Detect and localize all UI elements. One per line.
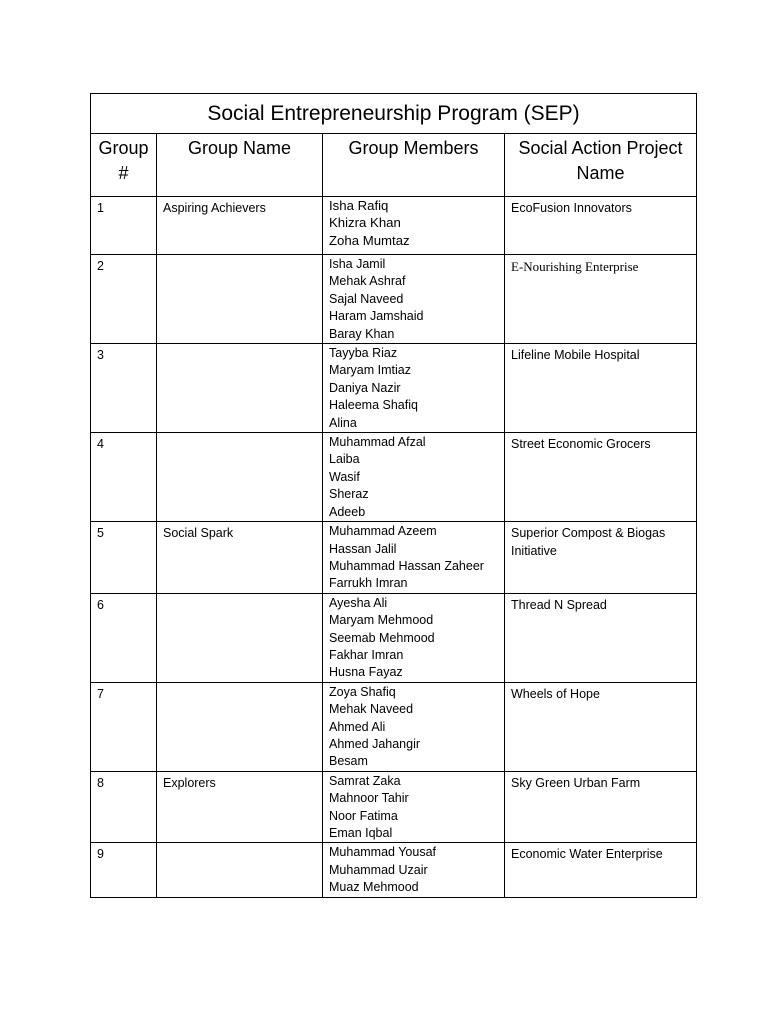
member-name: Ahmed Ali	[329, 719, 386, 734]
header-group-members: Group Members	[323, 134, 505, 197]
table-row	[91, 843, 697, 897]
header-project-name: Social Action Project Name	[505, 134, 697, 197]
member-name: Wasif	[329, 469, 360, 484]
member-name: Muaz Mehmood	[329, 880, 419, 895]
table-body	[91, 197, 697, 898]
table-row	[91, 344, 697, 433]
member-name: Sajal Naveed	[329, 291, 404, 306]
project-name-cell: Economic Water Enterprise	[505, 843, 697, 897]
member-name: Khizra Khan	[329, 215, 401, 231]
project-name-cell: E-Nourishing Enterprise	[505, 255, 697, 344]
sep-groups-table	[90, 93, 697, 898]
member-name: Isha Rafiq	[329, 198, 389, 213]
group-members-cell	[323, 197, 505, 255]
group-number-cell: 1	[91, 197, 157, 255]
member-name: Hassan Jalil	[329, 541, 397, 556]
member-name: Muhammad Azeem	[329, 524, 437, 539]
member-name: Laiba	[329, 452, 360, 467]
member-name: Mehak Naveed	[329, 702, 414, 717]
member-name: Fakhar Imran	[329, 647, 404, 662]
table-row	[91, 433, 697, 522]
member-name: Husna Fayaz	[329, 665, 403, 680]
group-members-cell	[323, 593, 505, 682]
group-members-cell	[323, 843, 505, 897]
group-number-cell: 7	[91, 682, 157, 771]
group-name-cell: Social Spark	[157, 522, 323, 594]
member-name: Sheraz	[329, 487, 369, 502]
member-name: Haram Jamshaid	[329, 309, 424, 324]
table-row	[91, 682, 697, 771]
group-members-cell	[323, 682, 505, 771]
group-name-cell	[157, 344, 323, 433]
group-name-cell	[157, 255, 323, 344]
group-members-cell	[323, 433, 505, 522]
table-row	[91, 522, 697, 594]
group-members-cell	[323, 771, 505, 843]
project-name-cell: Street Economic Grocers	[505, 433, 697, 522]
member-name: Muhammad Hassan Zaheer	[329, 558, 484, 573]
member-name: Baray Khan	[329, 326, 395, 341]
member-name: Muhammad Yousaf	[329, 845, 437, 860]
member-name: Isha Jamil	[329, 257, 386, 271]
member-name: Zoya Shafiq	[329, 684, 396, 699]
group-name-cell: Aspiring Achievers	[157, 197, 323, 255]
member-name: Alina	[329, 415, 357, 430]
member-name: Ayesha Ali	[329, 595, 388, 610]
member-name: Daniya Nazir	[329, 380, 401, 395]
table-row	[91, 771, 697, 843]
member-name: Ahmed Jahangir	[329, 736, 421, 751]
member-name: Mehak Ashraf	[329, 274, 406, 289]
group-name-cell	[157, 682, 323, 771]
member-name: Muhammad Uzair	[329, 862, 428, 877]
member-name: Eman Iqbal	[329, 826, 393, 840]
member-name: Maryam Mehmood	[329, 613, 434, 628]
group-number-cell: 5	[91, 522, 157, 594]
member-name: Seemab Mehmood	[329, 630, 435, 645]
table-row	[91, 197, 697, 255]
group-name-cell	[157, 593, 323, 682]
member-name: Besam	[329, 754, 368, 769]
project-name-cell: Lifeline Mobile Hospital	[505, 344, 697, 433]
table-title: Social Entrepreneurship Program (SEP)	[91, 94, 697, 134]
group-number-cell: 8	[91, 771, 157, 843]
group-number-cell: 4	[91, 433, 157, 522]
title-row	[91, 94, 697, 134]
member-name: Tayyba Riaz	[329, 346, 398, 361]
project-name-cell: Wheels of Hope	[505, 682, 697, 771]
group-members-cell	[323, 344, 505, 433]
group-name-cell	[157, 843, 323, 897]
member-name: Adeeb	[329, 504, 366, 519]
member-name: Samrat Zaka	[329, 773, 401, 788]
group-number-cell: 6	[91, 593, 157, 682]
group-number-cell: 9	[91, 843, 157, 897]
group-members-cell	[323, 255, 505, 344]
group-name-cell	[157, 433, 323, 522]
project-name-cell: Superior Compost & Biogas Initiative	[505, 522, 697, 594]
group-name-cell: Explorers	[157, 771, 323, 843]
project-name-cell: Thread N Spread	[505, 593, 697, 682]
member-name: Muhammad Afzal	[329, 435, 426, 450]
header-group-name: Group Name	[157, 134, 323, 197]
project-name-cell: EcoFusion Innovators	[505, 197, 697, 255]
group-number-cell: 2	[91, 255, 157, 344]
table-row	[91, 255, 697, 344]
group-number-cell: 3	[91, 344, 157, 433]
member-name: Zoha Mumtaz	[329, 232, 410, 248]
group-members-cell	[323, 522, 505, 594]
table-row	[91, 593, 697, 682]
header-group-num: Group #	[91, 134, 157, 197]
member-name: Maryam Imtiaz	[329, 363, 411, 378]
member-name: Mahnoor Tahir	[329, 791, 409, 806]
member-name: Noor Fatima	[329, 808, 398, 823]
member-name: Haleema Shafiq	[329, 398, 418, 413]
member-name: Farrukh Imran	[329, 576, 408, 591]
project-name-cell: Sky Green Urban Farm	[505, 771, 697, 843]
header-row	[91, 134, 697, 197]
